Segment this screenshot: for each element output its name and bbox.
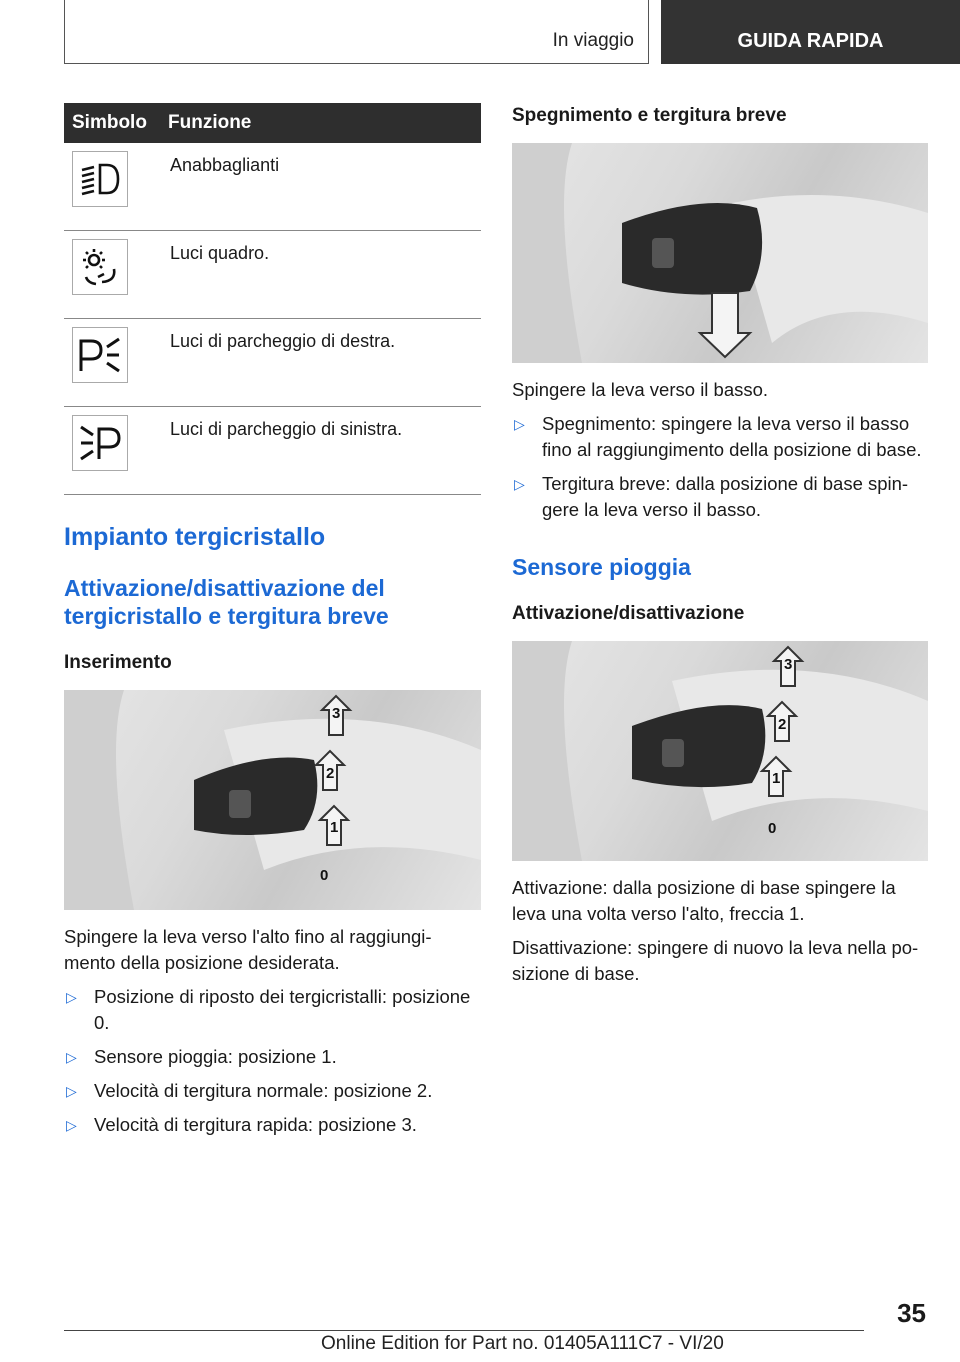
symbol-table bbox=[64, 103, 481, 495]
instrument-lights-icon bbox=[72, 239, 128, 295]
figure-label-0: 0 bbox=[768, 820, 777, 837]
right-column bbox=[512, 103, 928, 987]
rain-sensor-photo bbox=[512, 641, 928, 861]
paragraph-push-down: Spingere la leva verso il basso. bbox=[512, 379, 769, 400]
figure-label-2: 2 bbox=[778, 716, 787, 733]
parking-light-left-icon bbox=[72, 415, 128, 471]
col-function-header: Funzione bbox=[160, 103, 481, 143]
subsection-title-wipers: Attivazione/disattivazione del tergicristallo e tergitura breve bbox=[64, 575, 389, 629]
row-text: Luci di parcheggio di sinistra. bbox=[160, 407, 481, 495]
figure-label-1: 1 bbox=[330, 819, 339, 836]
table-row bbox=[64, 231, 481, 319]
table-row bbox=[64, 407, 481, 495]
list-item: ▷ Velocità di tergitura normale: posizione 2. bbox=[64, 1078, 481, 1104]
triangle-bullet-icon: ▷ bbox=[66, 1117, 77, 1133]
footer-edition: Online Edition for Part no. 01405A111C7 - VI/20 bbox=[321, 1333, 724, 1354]
wiper-position-list bbox=[64, 984, 481, 1138]
figure-label-1: 1 bbox=[772, 770, 781, 787]
left-column bbox=[64, 103, 481, 1138]
triangle-bullet-icon: ▷ bbox=[66, 1083, 77, 1099]
parking-light-right-icon bbox=[72, 327, 128, 383]
row-text: Anabbaglianti bbox=[160, 143, 481, 231]
figure-label-3: 3 bbox=[332, 705, 341, 722]
figure-label-3: 3 bbox=[784, 656, 793, 673]
list-item: ▷ Velocità di tergitura rapida: posizione 3. bbox=[64, 1112, 481, 1138]
paragraph-activation: Attivazione: dalla posizione di base spingere la leva una volta verso l'alto, freccia 1. bbox=[512, 877, 896, 924]
figure-label-2: 2 bbox=[326, 765, 335, 782]
section-title-rain-sensor: Sensore pioggia bbox=[512, 554, 691, 580]
heading-spegnimento: Spegnimento e tergitura breve bbox=[512, 105, 787, 126]
footer-rule bbox=[64, 1330, 864, 1331]
heading-activation: Attivazione/disattivazione bbox=[512, 603, 745, 624]
list-item: ▷ Tergitura breve: dalla posizione di base spin-gere la leva verso il basso. bbox=[514, 473, 909, 520]
row-text: Luci di parcheggio di destra. bbox=[160, 319, 481, 407]
triangle-bullet-icon: ▷ bbox=[514, 476, 525, 492]
table-row bbox=[64, 143, 481, 231]
list-item: ▷ Posizione di riposto dei tergicristalli: posizione 0. bbox=[66, 986, 471, 1033]
wiper-lever-down-photo bbox=[512, 143, 928, 363]
switch-off-list bbox=[512, 411, 928, 523]
section-title-wipers: Impianto tergicristallo bbox=[64, 523, 326, 551]
paragraph-push-up: Spingere la leva verso l'alto fino al raggiungi-mento della posizione desiderata. bbox=[64, 926, 432, 973]
page-number: 35 bbox=[897, 1298, 926, 1328]
wiper-lever-up-photo bbox=[64, 690, 481, 910]
col-symbol-header: Simbolo bbox=[64, 103, 160, 143]
table-row bbox=[64, 319, 481, 407]
heading-inserimento: Inserimento bbox=[64, 652, 172, 673]
header-section: In viaggio bbox=[552, 30, 634, 51]
triangle-bullet-icon: ▷ bbox=[66, 989, 77, 1005]
list-item: ▷ Sensore pioggia: posizione 1. bbox=[64, 1044, 481, 1070]
low-beam-icon bbox=[72, 151, 128, 207]
header-tab: GUIDA RAPIDA bbox=[661, 0, 960, 64]
triangle-bullet-icon: ▷ bbox=[66, 1049, 77, 1065]
row-text: Luci quadro. bbox=[160, 231, 481, 319]
list-item: ▷ Spegnimento: spingere la leva verso il basso fino al raggiungimento della posizione di base. bbox=[514, 413, 922, 460]
paragraph-deactivation: Disattivazione: spingere di nuovo la leva nella po-sizione di base. bbox=[512, 937, 919, 984]
figure-label-0: 0 bbox=[320, 867, 329, 884]
triangle-bullet-icon: ▷ bbox=[514, 416, 525, 432]
